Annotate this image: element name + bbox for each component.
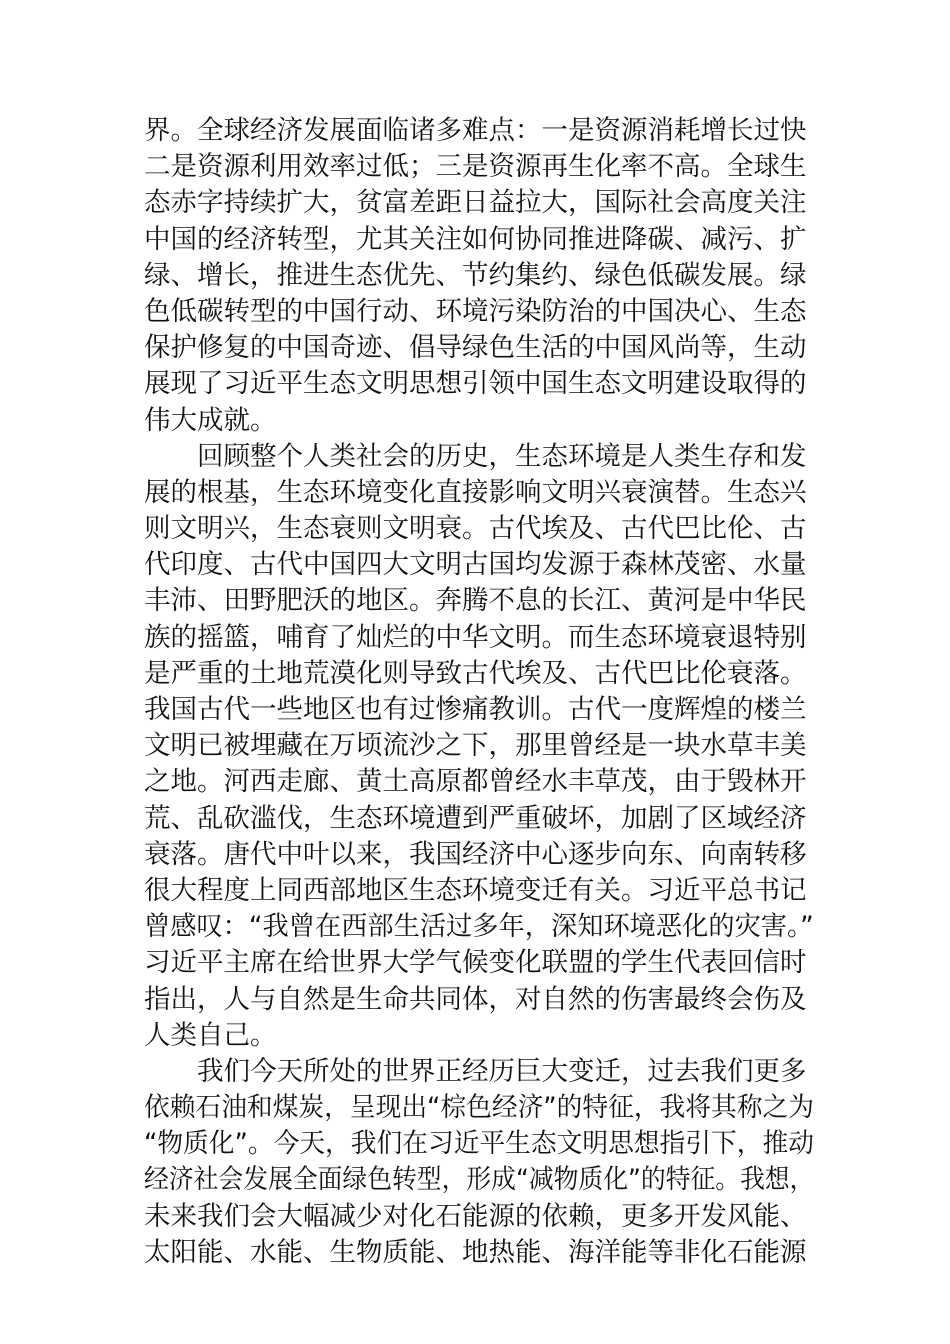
text-line: 展的根基，生态环境变化直接影响文明兴衰演替。生态兴 bbox=[144, 476, 807, 508]
paragraph-first-line: 我们今天所处的世界正经历巨大变迁，过去我们更多 bbox=[197, 1055, 807, 1087]
text-line: 中国的经济转型，尤其关注如何协同推进降碳、减污、扩 bbox=[144, 223, 807, 255]
text-line: “物质化”。今天，我们在习近平生态文明思想指引下，推动 bbox=[144, 1128, 814, 1160]
text-line: 荒、乱砍滥伐，生态环境遭到严重破坏，加剧了区域经济 bbox=[144, 802, 807, 834]
text-line: 族的摇篮，哺育了灿烂的中华文明。而生态环境衰退特别 bbox=[144, 621, 807, 653]
text-line: 色低碳转型的中国行动、环境污染防治的中国决心、生态 bbox=[144, 295, 807, 327]
text-line: 代印度、古代中国四大文明古国均发源于森林茂密、水量 bbox=[144, 549, 807, 581]
text-line: 丰沛、田野肥沃的地区。奔腾不息的长江、黄河是中华民 bbox=[144, 585, 807, 617]
text-line: 展现了习近平生态文明思想引领中国生态文明建设取得的 bbox=[144, 368, 807, 400]
text-line: 则文明兴，生态衰则文明衰。古代埃及、古代巴比伦、古 bbox=[144, 513, 807, 545]
text-line: 态赤字持续扩大，贫富差距日益拉大，国际社会高度关注 bbox=[144, 187, 807, 219]
text-line: 文明已被埋藏在万顷流沙之下，那里曾经是一块水草丰美 bbox=[144, 730, 807, 762]
paragraph-first-line: 回顾整个人类社会的历史，生态环境是人类生存和发 bbox=[197, 440, 807, 472]
text-line: 很大程度上同西部地区生态环境变迁有关。习近平总书记 bbox=[144, 874, 807, 906]
text-line: 伟大成就。 bbox=[144, 404, 277, 436]
text-line: 未来我们会大幅减少对化石能源的依赖，更多开发风能、 bbox=[144, 1200, 807, 1232]
text-line: 之地。河西走廊、黄土高原都曾经水丰草茂，由于毁林开 bbox=[144, 766, 807, 798]
text-line: 太阳能、水能、生物质能、地热能、海洋能等非化石能源 bbox=[144, 1236, 807, 1268]
text-line: 习近平主席在给世界大学气候变化联盟的学生代表回信时 bbox=[144, 947, 807, 979]
text-line: 是严重的土地荒漠化则导致古代埃及、古代巴比伦衰落。 bbox=[144, 657, 807, 689]
text-line: 经济社会发展全面绿色转型，形成“减物质化”的特征。我想， bbox=[144, 1164, 815, 1196]
text-line: 指出，人与自然是生命共同体，对自然的伤害最终会伤及 bbox=[144, 983, 807, 1015]
text-line: 二是资源利用效率过低；三是资源再生化率不高。全球生 bbox=[144, 151, 807, 183]
text-line: 保护修复的中国奇迹、倡导绿色生活的中国风尚等，生动 bbox=[144, 332, 807, 364]
text-line: 依赖石油和煤炭，呈现出“棕色经济”的特征，我将其称之为 bbox=[144, 1092, 814, 1124]
text-line: 曾感叹：“我曾在西部生活过多年，深知环境恶化的灾害。” bbox=[144, 911, 814, 943]
text-line: 人类自己。 bbox=[144, 1019, 277, 1051]
text-line: 衰落。唐代中叶以来，我国经济中心逐步向东、向南转移 bbox=[144, 838, 807, 870]
text-line: 我国古代一些地区也有过惨痛教训。古代一度辉煌的楼兰 bbox=[144, 694, 807, 725]
document-body bbox=[144, 113, 814, 1271]
text-line: 界。全球经济发展面临诸多难点：一是资源消耗增长过快 bbox=[144, 115, 807, 146]
text-line: 绿、增长，推进生态优先、节约集约、绿色低碳发展。绿 bbox=[144, 259, 807, 291]
